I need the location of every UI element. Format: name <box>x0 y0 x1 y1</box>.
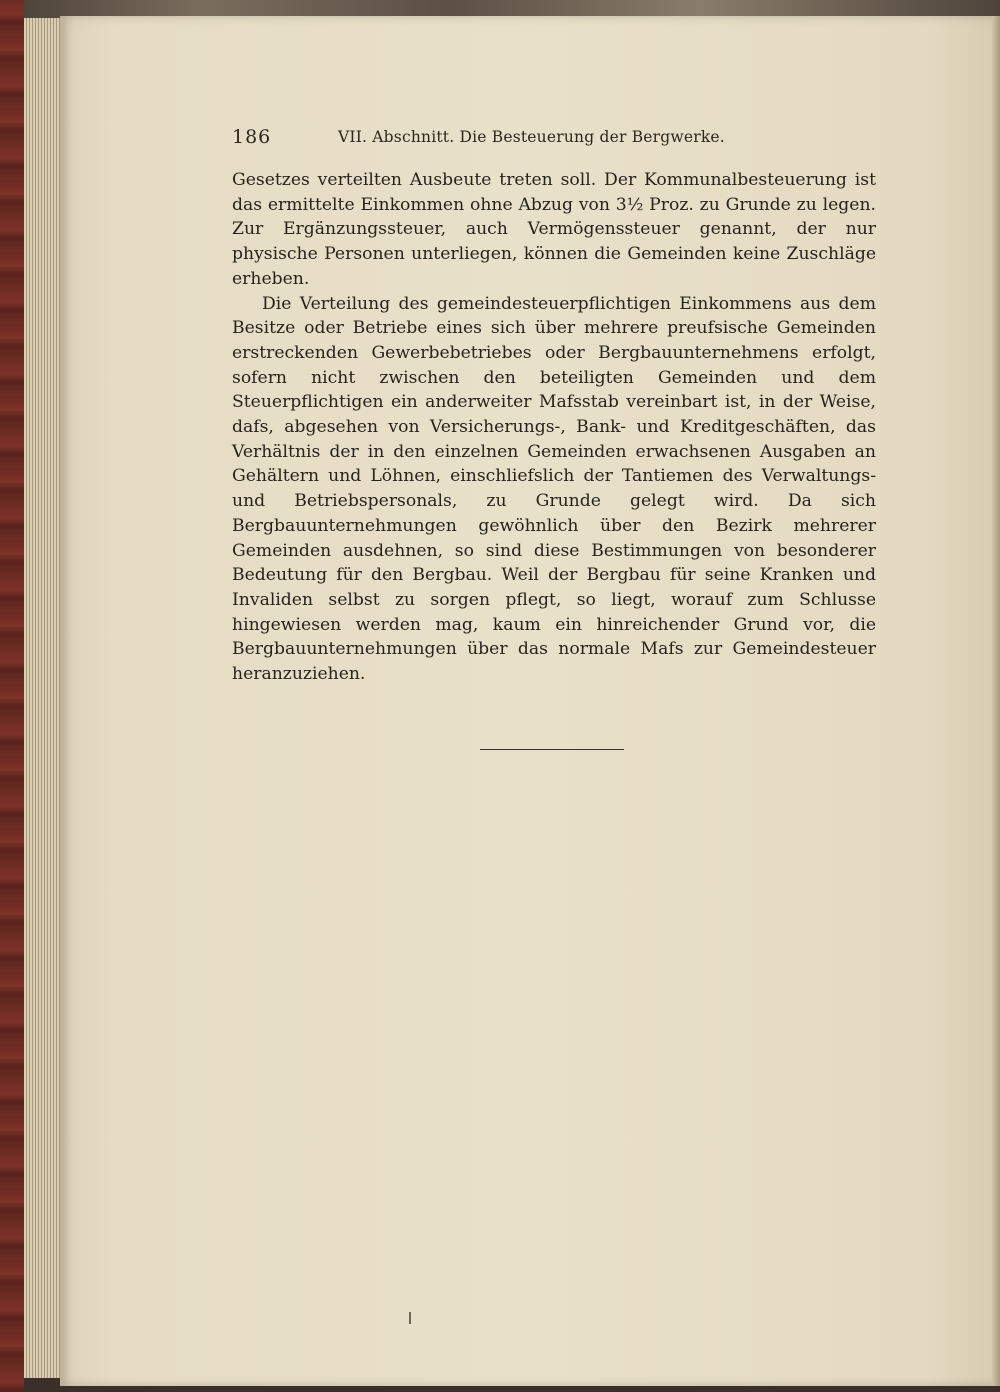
running-head: VII. Abschnitt. Die Besteuerung der Bergwerke. <box>338 128 725 146</box>
page-edges <box>24 18 64 1378</box>
page-number: 186 <box>232 126 272 148</box>
stray-ink-mark <box>409 1312 411 1324</box>
page-header <box>232 122 892 152</box>
body-text <box>232 168 876 687</box>
book-binding <box>0 0 24 1392</box>
paragraph-2: Die Verteilung des gemeindesteuerpflichtigen Einkommens aus dem Besitze oder Betriebe eines sich über mehrere preufsische Gemeinden erstreckenden Gewerbebetriebes oder Bergbauunternehmens erfolgt, sofern nicht zwischen den beteiligten Gemeinden und dem Steuerpflichtigen ein anderweiter Mafsstab vereinbart ist, in der Weise, dafs, abgesehen von Versicherungs-, Bank- und Kreditgeschäften, das Verhältnis der in den einzelnen Gemeinden erwachsenen Ausgaben an Gehältern und Löhnen, einschliefslich der Tantiemen des Verwaltungs- und Betriebspersonals, zu Grunde gelegt wird. Da sich Bergbauunternehmungen gewöhnlich über den Bezirk mehrerer Gemeinden ausdehnen, so sind diese Bestimmungen von besonderer Bedeutung für den Bergbau. Weil der Bergbau für seine Kranken und Invaliden selbst zu sorgen pflegt, so liegt, worauf zum Schlusse hingewiesen werden mag, kaum ein hinreichender Grund vor, die Bergbauunternehmungen über das normale Mafs zur Gemeindesteuer heranzuziehen. <box>232 293 876 685</box>
page-right-edge <box>992 16 1000 1386</box>
paragraph-1: Gesetzes verteilten Ausbeute treten soll. Der Kommunalbesteuerung ist das ermittelte Einkommen ohne Abzug von 3½ Proz. zu Grunde zu legen. Zur Ergänzungssteuer, auch Vermögenssteuer genannt, der nur physische Personen unterliegen, können die Gemeinden keine Zuschläge erheben. <box>232 170 876 289</box>
section-end-rule <box>480 749 624 750</box>
